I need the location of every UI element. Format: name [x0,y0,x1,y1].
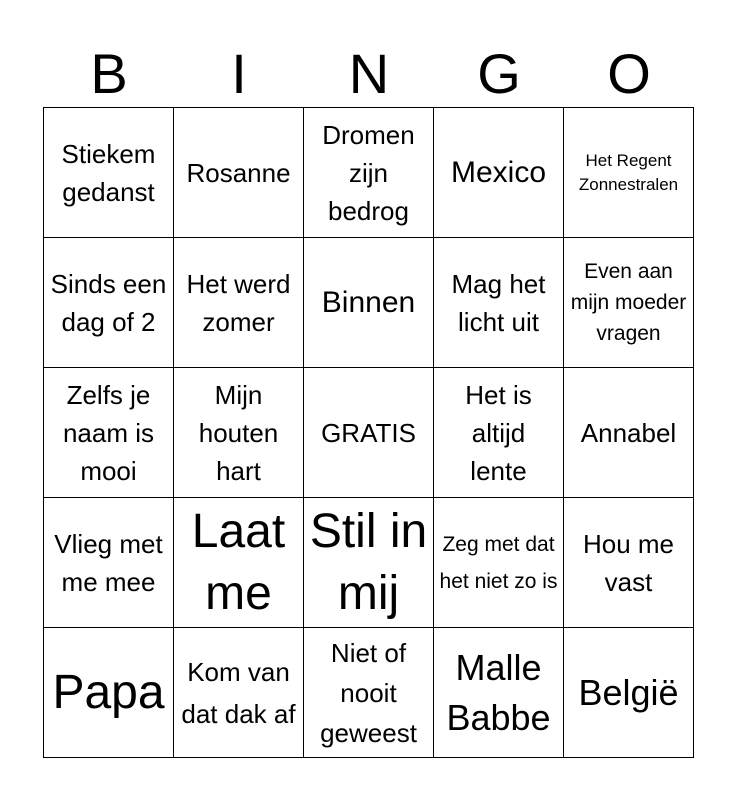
bingo-cell[interactable] [44,368,174,498]
cell-text: Het is altijd lente [465,379,532,486]
bingo-cell[interactable] [564,238,694,368]
cell-text: Malle Babbe [446,646,551,738]
bingo-cell[interactable] [174,498,304,628]
bingo-cell[interactable] [44,628,174,758]
bingo-cell[interactable] [564,498,694,628]
cell-text: Het Regent Zonnestralen [578,150,679,194]
bingo-cell[interactable] [304,628,434,758]
cell-text: Stil in mij [309,504,428,620]
bingo-cell[interactable] [44,108,174,238]
bingo-cell[interactable] [434,238,564,368]
cell-text: Mexico [450,155,547,189]
cell-text: Dromen zijn bedrog [322,119,415,226]
bingo-cell[interactable] [174,368,304,498]
cell-text: Hou me vast [582,528,675,597]
cell-text: Niet of nooit geweest [320,637,417,748]
cell-text: Vlieg met me mee [54,528,163,597]
bingo-header [44,40,694,108]
bingo-cell[interactable] [304,108,434,238]
cell-text: Rosanne [186,157,291,188]
header-letter-i: I [231,42,247,105]
cell-text: Zelfs je naam is mooi [62,379,155,486]
bingo-cell[interactable] [304,238,434,368]
cell-text: Annabel [580,417,677,448]
cell-text: Sinds een dag of 2 [50,268,167,337]
header-letter-g: G [477,42,521,105]
bingo-cell[interactable] [174,238,304,368]
cell-text: Binnen [321,285,416,319]
bingo-cell[interactable] [564,368,694,498]
cell-text: Papa [52,665,165,719]
cell-text: Even aan mijn moeder vragen [570,260,687,345]
cell-text: Mijn houten hart [198,379,279,486]
bingo-cell[interactable] [174,628,304,758]
bingo-cell[interactable] [434,108,564,238]
bingo-cell[interactable] [304,498,434,628]
bingo-cell[interactable] [564,108,694,238]
bingo-board [43,107,694,758]
bingo-cell[interactable] [304,368,434,498]
bingo-cell[interactable] [174,108,304,238]
bingo-cell[interactable] [564,628,694,758]
header-letter-o: O [607,42,651,105]
bingo-cell[interactable] [44,238,174,368]
header-letter-n: N [348,42,390,105]
cell-text: Het werd zomer [186,268,291,337]
cell-text: Kom van dat dak af [181,656,296,729]
cell-text: Mag het licht uit [451,268,546,337]
bingo-cell[interactable] [434,628,564,758]
cell-text: Laat me [191,504,286,620]
cell-text: Stiekem gedanst [61,138,156,207]
cell-text: Zeg met dat het niet zo is [439,532,558,593]
cell-text: GRATIS [321,417,416,448]
cell-text: België [578,671,679,713]
bingo-cell[interactable] [434,498,564,628]
bingo-cell[interactable] [434,368,564,498]
header-letter-b: B [90,42,128,105]
bingo-cell[interactable] [44,498,174,628]
